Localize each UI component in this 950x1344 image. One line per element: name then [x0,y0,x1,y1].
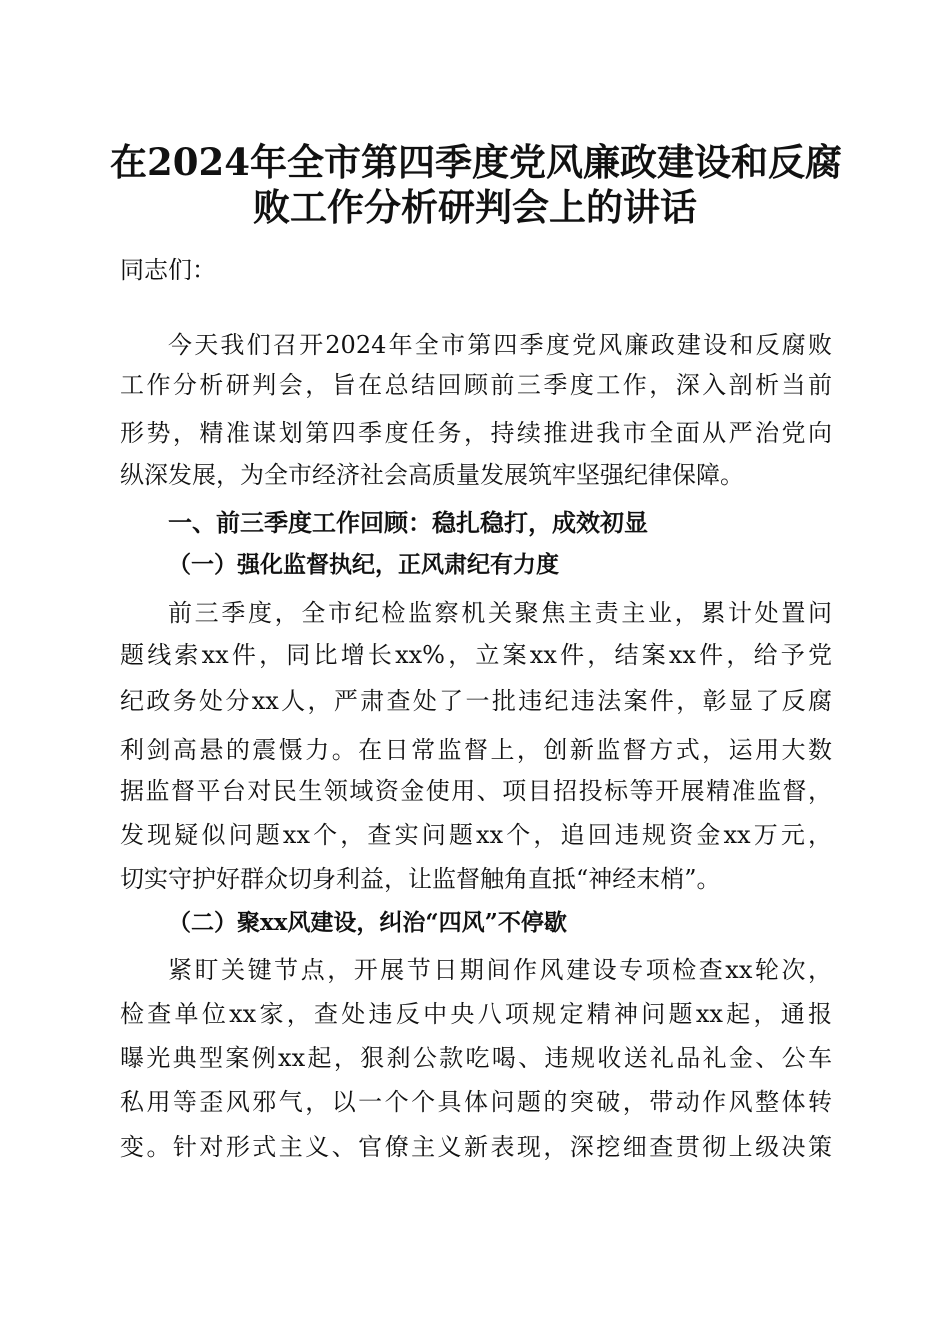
intro-line: 纵深发展，为全市经济社会高质量发展筑牢坚强纪律保障。 [120,461,744,489]
body-line: 曝光典型案例xx起，狠刹公款吃喝、违规收送礼品礼金、公车 [120,1044,832,1072]
intro-line: 今天我们召开2024年全市第四季度党风廉政建设和反腐败 [168,331,832,359]
document-title-line-2: 败工作分析研判会上的讲话 [253,185,697,229]
intro-line: 工作分析研判会，旨在总结回顾前三季度工作，深入剖析当前 [120,371,832,399]
body-line: 据监督平台对民生领域资金使用、项目招投标等开展精准监督， [120,777,832,805]
body-line: 紧盯关键节点，开展节日期间作风建设专项检查xx轮次， [168,956,832,984]
salutation: 同志们： [120,256,216,284]
subsection-heading-2: （二）聚xx风建设，纠治“四风”不停歇 [168,909,567,936]
body-line: 切实守护好群众切身利益，让监督触角直抵“神经末梢”。 [120,865,721,893]
body-line: 发现疑似问题xx个，查实问题xx个，追回违规资金xx万元， [120,821,832,849]
body-line: 前三季度，全市纪检监察机关聚焦主责主业，累计处置问 [168,599,832,627]
body-line: 变。针对形式主义、官僚主义新表现，深挖细查贯彻上级决策 [120,1133,832,1161]
body-line: 检查单位xx家，查处违反中央八项规定精神问题xx起，通报 [120,1000,832,1028]
body-line: 利剑高悬的震慑力。在日常监督上，创新监督方式，运用大数 [120,736,832,764]
intro-line: 形势，精准谋划第四季度任务，持续推进我市全面从严治党向 [120,419,832,447]
body-line: 私用等歪风邪气，以一个个具体问题的突破，带动作风整体转 [120,1088,832,1116]
section-heading-1: 一、前三季度工作回顾：稳扎稳打，成效初显 [168,509,648,537]
body-line: 题线索xx件，同比增长xx%，立案xx件，结案xx件，给予党 [120,641,832,669]
body-line: 纪政务处分xx人，严肃查处了一批违纪违法案件，彰显了反腐 [120,687,832,715]
document-title-line-1: 在2024年全市第四季度党风廉政建设和反腐 [110,140,842,184]
subsection-heading-1: （一）强化监督执纪，正风肃纪有力度 [168,551,559,578]
